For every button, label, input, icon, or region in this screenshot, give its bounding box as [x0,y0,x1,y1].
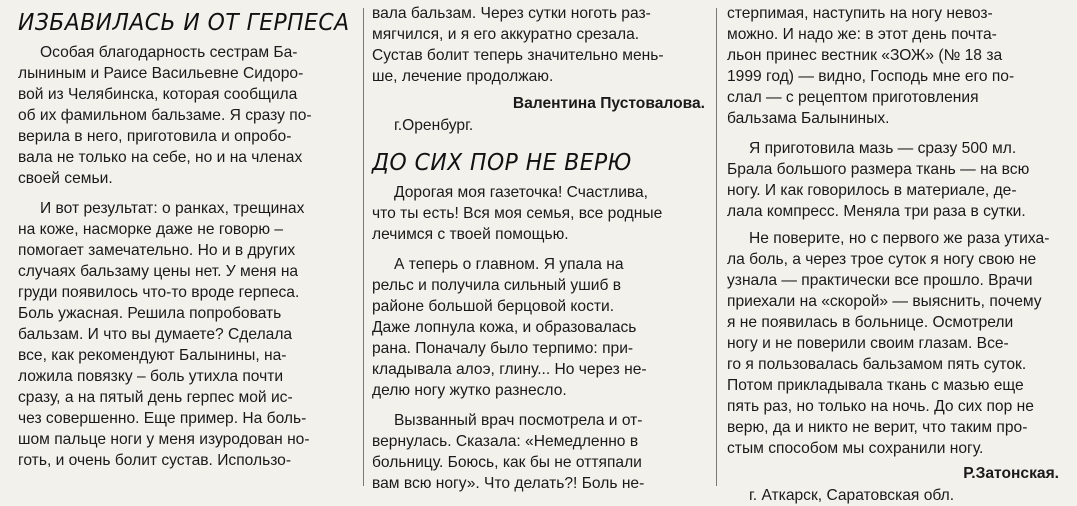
text-line: вой из Челябинска, которая сообщила [18,86,298,103]
article-continuation [372,3,705,87]
article-paragraph [727,138,1059,222]
text-line: верила в него, приготовила и опробо- [18,128,292,145]
article-continuation [727,3,1059,129]
text-line: можно. И надо же: в этот день почта- [727,26,997,43]
text-line: районе большой берцовой кости. [372,298,615,315]
text-line: 1999 год) — видно, Господь мне его по- [727,68,1015,85]
text-line: Сустав болит теперь значительно мень- [372,47,664,64]
text-line: Особая благодарность сестрам Ба- [40,44,298,61]
text-line: кладывала алоэ, глину... Но через не- [372,361,647,378]
text-line: го я пользовалась бальзамом пять суток. [727,356,1027,373]
text-line: помогает замечательно. Но и в других [18,242,296,259]
text-line: своей семьи. [18,170,113,187]
text-line: бальзама Балыниных. [727,110,890,127]
text-line: ше, лечение продолжаю. [372,68,554,85]
text-line: готь, и очень болит сустав. Использо- [18,452,292,469]
text-line: бальзам. И что вы думаете? Сделала [18,326,293,343]
text-line: Брала большого размера ткань — на всю [727,161,1030,178]
text-line: приехали на «скорой» — выяснить, почему [727,293,1042,310]
article-paragraph [372,182,705,245]
text-line: все, как рекомендуют Балынины, на- [18,347,287,364]
text-line: на коже, насморке даже не говорю – [18,221,284,238]
text-line: рана. Поначалу было терпимо: при- [372,340,634,357]
column-1 [18,0,356,491]
text-line: вала бальзам. Через сутки ноготь раз- [372,5,651,22]
text-line: Боль ужасная. Решила попробовать [18,305,282,322]
text-line: слал — с рецептом приготовления [727,89,979,106]
column-2 [372,0,705,491]
text-line: лыниным и Раисе Васильевне Сидоро- [18,65,304,82]
text-line: вернулась. Сказала: «Немедленно в [372,433,639,450]
author-city: г. Аткарск, Саратовская обл. [749,487,955,504]
text-line: делю ногу жутко разнесло. [372,382,567,399]
text-line: стерпимая, наступить на ногу невоз- [727,5,993,22]
author-signature: Р.Затонская. [963,465,1059,482]
text-line: Вызванный врач посмотрела и от- [394,412,643,429]
text-line: пять раз, но только на ночь. До сих пор не [727,398,1034,415]
article-paragraph [372,410,705,494]
text-line: Потом прикладывала ткань с мазью еще [727,377,1024,394]
text-line: лечимся с твоей помощью. [372,226,569,243]
article-paragraph [18,198,356,471]
text-line: Не поверите, но с первого же раза утиха- [749,230,1050,247]
article-paragraph [727,228,1059,459]
text-line: Дорогая моя газеточка! Счастлива, [394,184,649,201]
text-line: льон принес вестник «ЗОЖ» (№ 18 за [727,47,1003,64]
article-heading: ДО СИХ ПОР НЕ ВЕРЮ [372,150,632,176]
article-paragraph [372,254,705,401]
column-divider [363,8,364,486]
article-paragraph [18,42,356,189]
column-3 [727,0,1059,504]
text-line: случаях бальзаму цены нет. У меня на [18,263,299,280]
article-heading: ИЗБАВИЛАСЬ И ОТ ГЕРПЕСА [18,10,350,36]
text-line: что ты есть! Вся моя семья, все родные [372,205,663,222]
text-line: больницу. Боюсь, как бы не оттяпали [372,454,642,471]
text-line: вам всю ногу». Что делать?! Боль не- [372,475,645,492]
text-line: лала компресс. Меняла три раза в сутки. [727,203,1026,220]
text-line: узнала — практически все прошло. Врачи [727,272,1033,289]
text-line: вала не только на себе, но и на членах [18,149,303,166]
text-line: стым способом мы сохранили ногу. [727,440,984,457]
column-divider [716,8,717,486]
text-line: ла боль, а через трое суток я ногу свою не [727,251,1037,268]
text-line: А теперь о главном. Я упала на [394,256,624,273]
text-line: ногу. И как говорилось в материале, де- [727,182,1017,199]
text-line: ногу и не поверили своим глазам. Все- [727,335,1009,352]
text-line: чез совершенно. Еще пример. На боль- [18,410,307,427]
text-line: рельс и получила сильный ушиб в [372,277,621,294]
text-line: Я приготовила мазь — сразу 500 мл. [749,140,1017,157]
text-line: Даже лопнула кожа, и образовалась [372,319,637,336]
text-line: груди появилось что-то вроде герпеса. [18,284,300,301]
author-city: г.Оренбург. [394,117,474,134]
text-line: мягчился, и я его аккуратно срезала. [372,26,640,43]
author-signature: Валентина Пустовалова. [512,95,705,112]
text-line: ложила повязку – боль утихла почти [18,368,284,385]
text-line: об их фамильном бальзаме. Я сразу по- [18,107,312,124]
text-line: шом пальце ноги у меня изуродован но- [18,431,310,448]
text-line: И вот результат: о ранках, трещинах [40,200,305,217]
text-line: верю, да и никто не верит, что таким про- [727,419,1028,436]
text-line: я не появилась в больнице. Осмотрели [727,314,1014,331]
text-line: сразу, а на пятый день герпес мой ис- [18,389,293,406]
